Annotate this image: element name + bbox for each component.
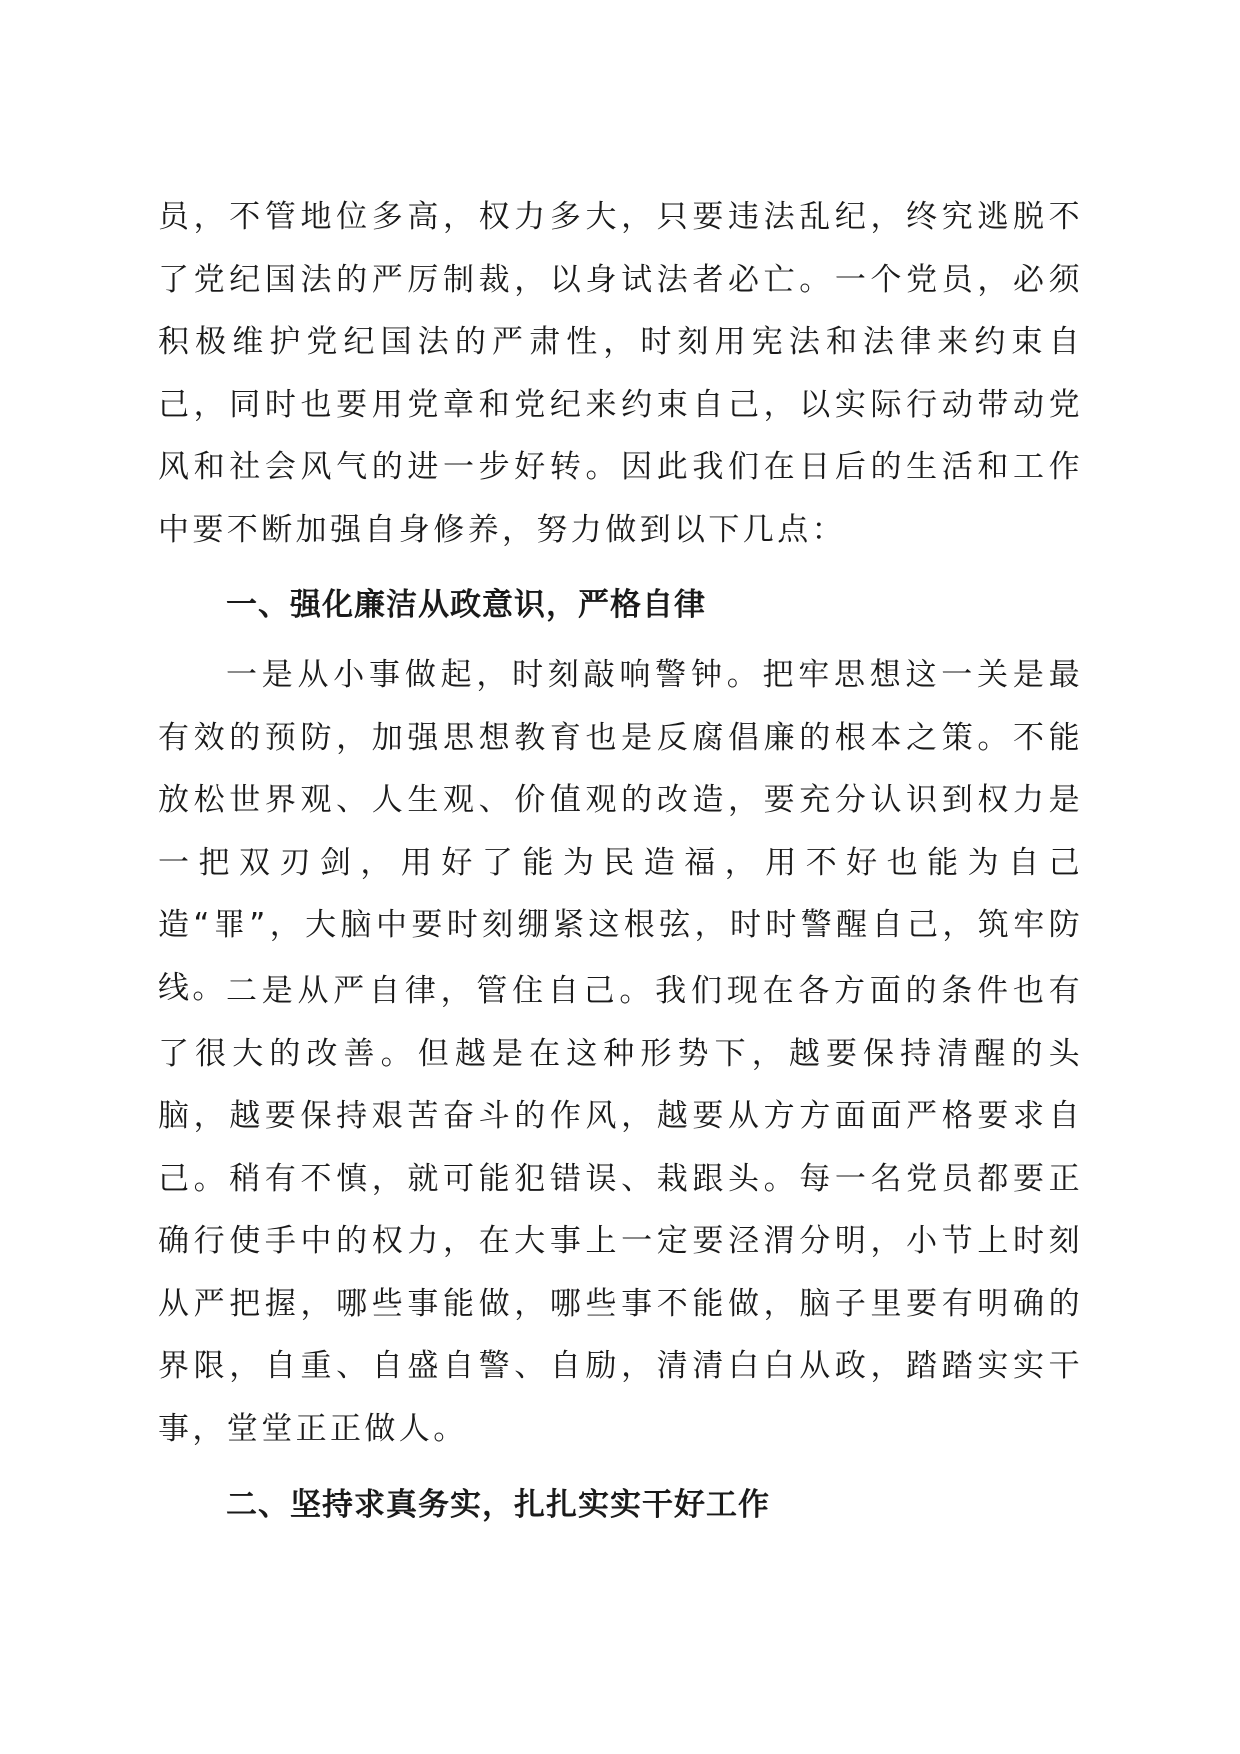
intro-paragraph [158,186,1083,561]
paragraph-2-text: 二是从严自律，管住自己。我们现在各方面的条件也有了很大的改善。但越是在这种形势下，越要保持清醒的头脑，越要保持艰苦奋斗的作风，越要从方方面面严格要求自己。稍有不慎，就可能犯错误、栽跟头。每一名党员都要正确行使手中的权力，在大事上一定要泾渭分明，小节上时刻从严把握，哪些事能做，哪些事不能做，脑子里要有明确的界限，自重、自盛自警、自励，清清白白从政，踏踏实实干事，堂堂正正做人。 [158,973,1083,1447]
paragraph-1-text: 一是从小事做起，时刻敲响警钟。把牢思想这一关是最有效的预防，加强思想教育也是反腐倡廉的根本之策。不能放松世界观、人生观、价值观的改造，要充分认识到权力是一把双刃剑，用好了能为民造福，用不好也能为自己造“罪”，大脑中要时刻绷紧这根弦，时时警醒自己，筑牢防线。 [158,657,1083,1006]
body-paragraph-2 [158,960,1083,1460]
section-heading-1 [158,574,1083,637]
heading-2-text: 二、坚持求真务实，扎扎实实干好工作 [226,1487,770,1523]
intro-text: 员，不管地位多高，权力多大，只要违法乱纪，终究逃脱不了党纪国法的严厉制裁，以身试法者必亡。一个党员，必须积极维护党纪国法的严肃性，时刻用宪法和法律来约束自己，同时也要用党章和党纪来约束自己，以实际行动带动党风和社会风气的进一步好转。因此我们在日后的生活和工作中要不断加强自身修养，努力做到以下几点： [158,199,1083,548]
heading-1-text: 一、强化廉洁从政意识，严格自律 [226,587,706,623]
section-heading-2 [158,1474,1083,1537]
